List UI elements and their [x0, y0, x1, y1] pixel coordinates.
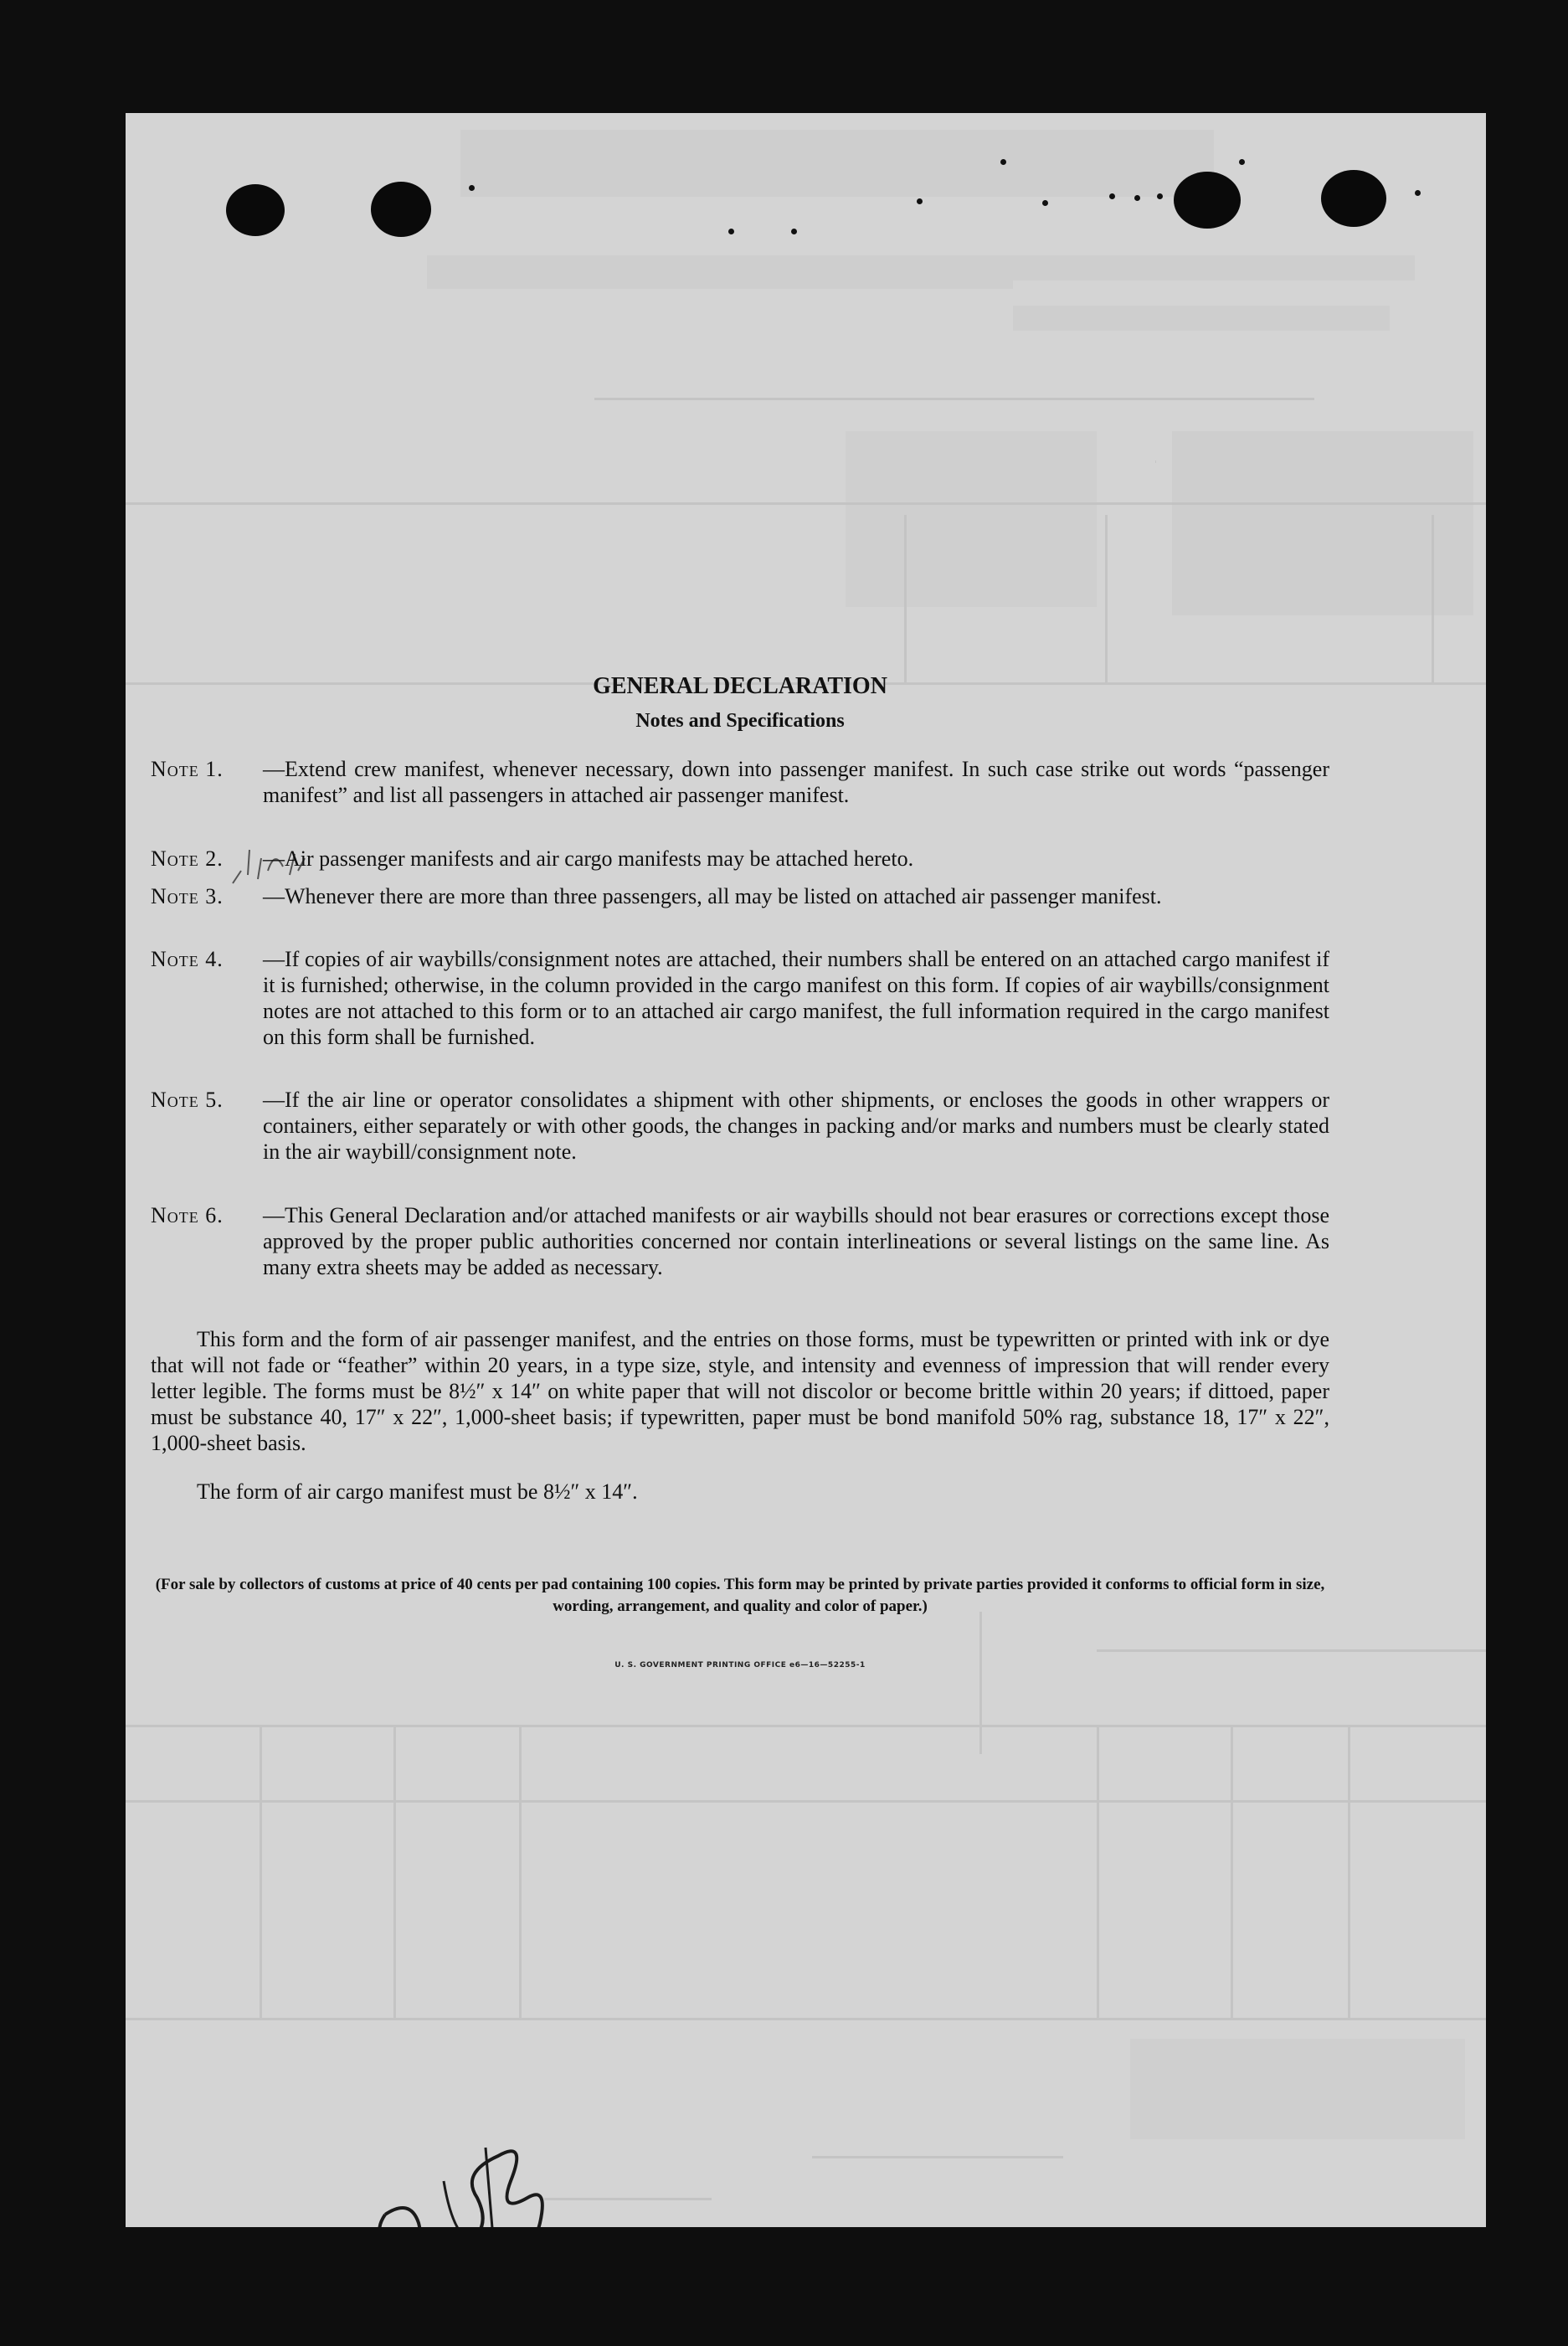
note-label: Note 6. [151, 1203, 224, 1227]
document-title: GENERAL DECLARATION [593, 673, 887, 699]
document-subtitle: Notes and Specifications [635, 710, 845, 732]
note-label: Note 2. [151, 846, 224, 871]
note-label: Note 1. [151, 757, 224, 781]
punch-hole [226, 184, 285, 236]
note-label: Note 5. [151, 1088, 224, 1112]
note-text: —If copies of air waybills/consignment notes are attached, their numbers shall be entered on an attached cargo manifest if it is furnished; otherwise, in the column provided in the cargo manifest on this form. If copies of air waybills/consignment notes are not attached to this form or to an attached air cargo manifest, the full information required in the cargo manifest on this form shall be furnished. [263, 947, 1329, 1049]
sale-notice: (For sale by collectors of customs at price of 40 cents per pad containing 100 copies. This form may be printed by private parties provided it conforms to official form in size, wording, arrangement, and quality and color of paper.) [155, 1576, 1325, 1615]
note-text: —If the air line or operator consolidates a shipment with other shipments, or encloses the goods in other wrappers or containers, either separately or with other goods, the changes in packing and/or marks and numbers must be clearly stated in the air waybill/consignment note. [263, 1088, 1329, 1164]
printer-line: U. S. GOVERNMENT PRINTING OFFICE e6—16—52255-1 [614, 1661, 866, 1669]
cargo-manifest-size-line: The form of air cargo manifest must be 8½″ x 14″. [197, 1479, 638, 1504]
note-text: —This General Declaration and/or attached manifests or air waybills should not bear erasures or corrections except those approved by the proper public authorities concerned nor contain interlineations or several listings on the same line. As many extra sheets may be added as necessary. [263, 1203, 1329, 1279]
signature-icon [352, 2122, 569, 2227]
punch-hole [1321, 170, 1386, 227]
punch-hole [1174, 172, 1241, 229]
paper-spec-paragraph: This form and the form of air passenger manifest, and the entries on those forms, must be typewritten or printed with ink or dye that will not fade or “feather” within 20 years, in a type size, style, and intensity and evenness of impression that will render every letter legible. The forms must be 8½″ x 14″ on white paper that will not discolor or become brittle within 20 years; if dittoed, paper must be substance 40, 17″ x 22″, 1,000-sheet basis; if typewritten, paper must be bond manifold 50% rag, substance 18, 17″ x 22″, 1,000-sheet basis. [151, 1327, 1329, 1455]
punch-hole [371, 182, 431, 237]
note-text: —Whenever there are more than three passengers, all may be listed on attached air passenger manifest. [263, 884, 1162, 908]
note-text: —Extend crew manifest, whenever necessary, down into passenger manifest. In such case strike out words “passenger manifest” and list all passengers in attached air passenger manifest. [263, 757, 1329, 807]
note-label: Note 3. [151, 884, 224, 908]
note-label: Note 4. [151, 947, 224, 971]
document-page [126, 113, 1486, 2227]
note-text: —Air passenger manifests and air cargo manifests may be attached hereto. [263, 846, 914, 871]
